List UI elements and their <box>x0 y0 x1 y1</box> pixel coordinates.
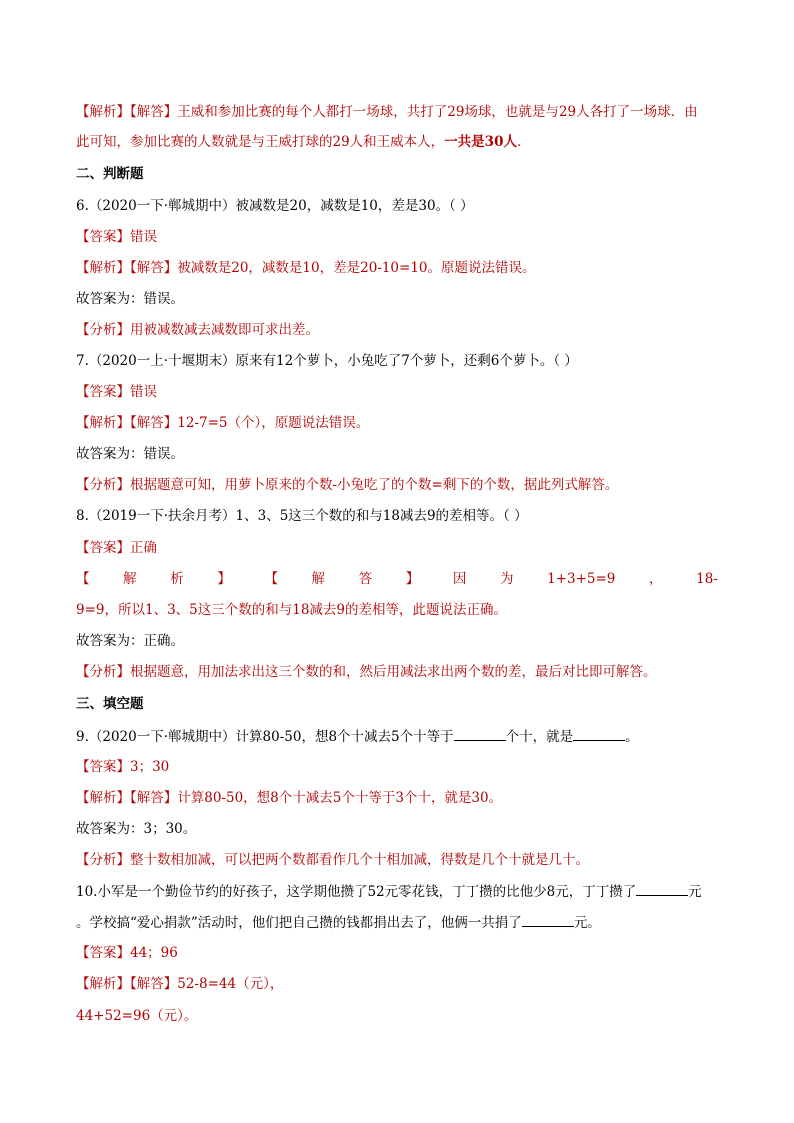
q7-question: 7.（2020一上·十堰期末）原来有12个萝卜，小兔吃了7个萝卜，还剩6个萝卜。（ ） <box>76 353 578 369</box>
section-title-fill-in: 三、填空题 <box>76 696 144 712</box>
q8-token: 为 <box>499 571 514 587</box>
q8-token: 1+3+5=9 <box>547 571 616 587</box>
q8-answer: 【答案】正确 <box>76 540 157 556</box>
q7-method: 【分析】根据题意可知，用萝卜原来的个数-小兔吃了的个数=剩下的个数，据此列式解答。 <box>76 477 619 493</box>
q9-question-end: 。 <box>625 729 639 745</box>
q6-answer: 【答案】错误 <box>76 229 157 245</box>
q8-token: 】 <box>405 571 420 587</box>
q8-token: 析 <box>170 571 184 587</box>
q10-question-line1 <box>76 881 718 902</box>
q10-question-text-2: 。学校搞“爱心捐款”活动时，他们把自己攒的钱都捐出去了，他俩一共捐了 <box>76 915 522 931</box>
q9-blank-2 <box>573 726 625 741</box>
q10-blank-1 <box>636 881 688 896</box>
q8-conclusion: 故答案为：正确。 <box>76 633 184 649</box>
section-title-judgment: 二、判断题 <box>76 166 144 182</box>
q8-token: 因 <box>452 571 467 587</box>
q9-answer: 【答案】3；30 <box>76 759 170 775</box>
q9-blank-1 <box>454 726 506 741</box>
q8-token: 【 <box>76 571 90 587</box>
q9-method: 【分析】整十数相加减，可以把两个数都看作几个十相加减，得数是几个十就是几十。 <box>76 852 589 868</box>
q8-token: 【 <box>264 571 278 587</box>
q7-conclusion: 故答案为：错误。 <box>76 446 184 462</box>
q9-question-text: 9.（2020一下·郸城期中）计算80-50，想8个十减去5个十等于 <box>76 729 454 745</box>
q9-question-mid: 个十，就是 <box>505 729 574 745</box>
q8-question: 8.（2019一下·扶余月考）1、3、5这三个数的和与18减去9的差相等。（ ） <box>76 508 528 524</box>
q8-analysis-line1 <box>76 569 718 589</box>
q10-blank-2 <box>522 912 574 927</box>
q10-question-text: 10.小军是一个勤俭节约的好孩子，这学期他攒了52元零花钱，丁丁攒的比他少8元，丁丁攒了 <box>76 884 637 900</box>
q6-analysis: 【解析】【解答】被减数是20，减数是10，差是20-10=10。原题说法错误。 <box>76 260 536 276</box>
q6-conclusion: 故答案为：错误。 <box>76 291 184 307</box>
q7-analysis: 【解析】【解答】12-7=5（个），原题说法错误。 <box>76 415 370 431</box>
q10-answer: 【答案】44；96 <box>76 945 178 961</box>
q5-analysis-line2 <box>76 132 718 152</box>
q10-question-end: 元。 <box>573 915 601 931</box>
q8-token: 18- <box>696 571 718 587</box>
q8-token: 】 <box>217 571 231 587</box>
q7-answer: 【答案】错误 <box>76 384 157 400</box>
q9-analysis: 【解析】【解答】计算80-50，想8个十减去5个十等于3个十，就是30。 <box>76 790 503 806</box>
q10-analysis-line2: 44+52=96（元）。 <box>76 1008 198 1024</box>
q6-question: 6.（2020一下·郸城期中）被减数是20，减数是10，差是30。（ ） <box>76 198 474 214</box>
q8-token: 答 <box>358 571 373 587</box>
q9-conclusion: 故答案为：3；30。 <box>76 821 197 837</box>
q8-token: 解 <box>123 571 137 587</box>
q5-analysis-text: 此可知，参加比赛的人数就是与王威打球的29人和王威本人， <box>76 134 445 150</box>
q8-method: 【分析】根据题意，用加法求出这三个数的和，然后用减法求出两个数的差，最后对比即可解答。 <box>76 664 657 680</box>
q10-question-unit: 元 <box>688 884 702 900</box>
q10-analysis: 【解析】【解答】52-8=44（元）， <box>76 976 284 992</box>
q10-question-line2 <box>76 912 718 933</box>
q5-analysis-end: ． <box>516 134 531 150</box>
q5-analysis-line1: 【解析】【解答】王威和参加比赛的每个人都打一场球，共打了29场球，也就是与29人各打了一场球．由 <box>76 104 698 120</box>
q6-method: 【分析】用被减数减去减数即可求出差。 <box>76 322 319 338</box>
q8-token: ， <box>649 571 663 587</box>
q9-question <box>76 726 718 747</box>
q8-token: 解 <box>311 571 326 587</box>
q5-analysis-total: 一共是30人 <box>444 134 517 150</box>
q8-analysis-line2: 9=9，所以1、3、5这三个数的和与18减去9的差相等，此题说法正确。 <box>76 602 508 618</box>
